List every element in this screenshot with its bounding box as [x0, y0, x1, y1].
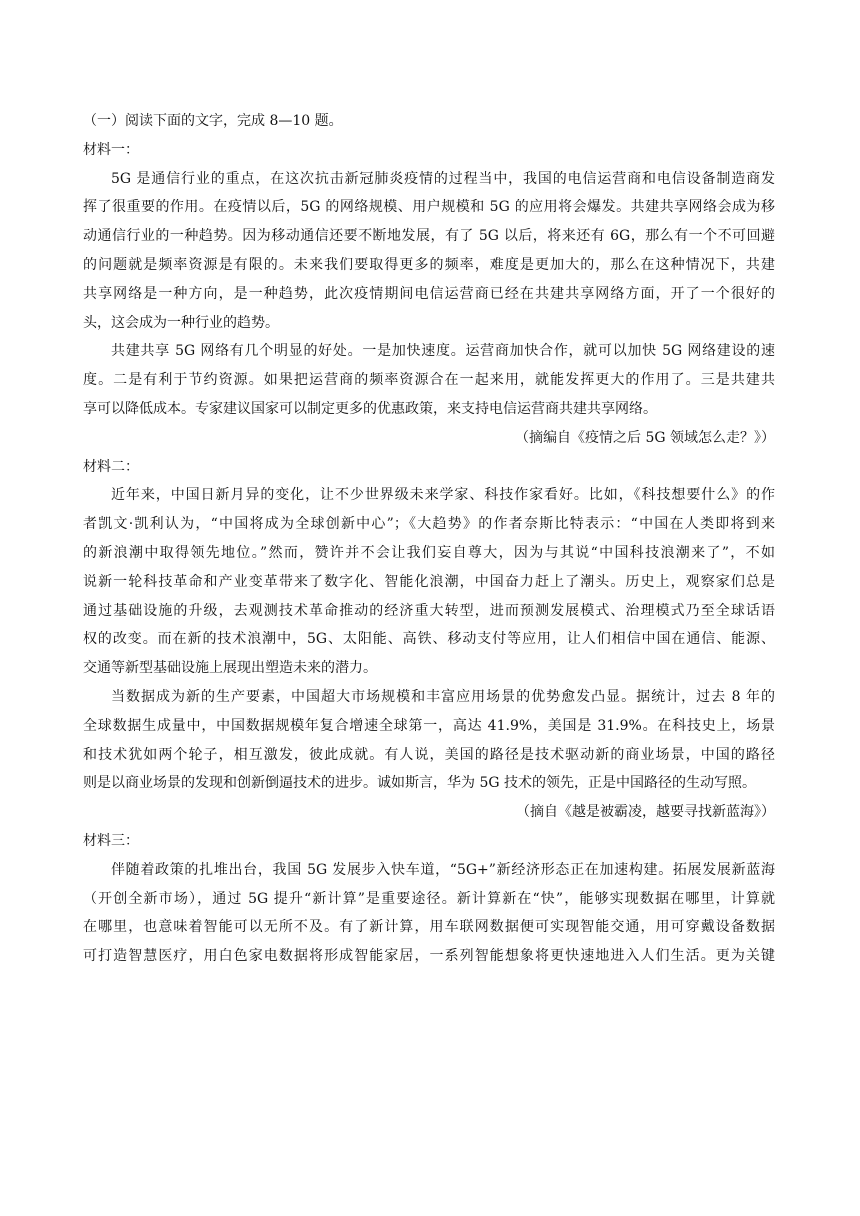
paragraph-line: 共建共享 5G 网络有几个明显的好处。一是加快速度。运营商加快合作，就可以加快 5G 网络建设的速: [111, 343, 775, 360]
section-heading: （一）阅读下面的文字，完成 8—10 题。: [83, 113, 343, 129]
source-citation: （摘自《越是被霸凌，越要寻找新蓝海》）: [516, 804, 775, 821]
paragraph-line: 可打造智慧医疗，用白色家电数据将形成智能家居，一系列智能想象将更快速地进入人们生活。更为关键: [83, 948, 775, 965]
paragraph-line: 则是以商业场景的发现和创新倒逼技术的进步。诚如斯言，华为 5G 技术的领先，正是中国路径的生动写照。: [83, 775, 756, 792]
paragraph-line: 伴随着政策的扎堆出台，我国 5G 发展步入快车道，“5G+”新经济形态正在加速构建。拓展发展新蓝海: [111, 861, 775, 878]
paragraph-line: 和技术犹如两个轮子，相互激发，彼此成就。有人说，美国的路径是技术驱动新的商业场景，中国的路径: [83, 746, 775, 763]
paragraph-line: 交通等新型基础设施上展现出塑造未来的潜力。: [83, 660, 377, 677]
document-page: [83, 107, 775, 971]
material-title: 材料三：: [83, 832, 139, 849]
paragraph-line: 全球数据生成量中，中国数据规模年复合增速全球第一，高达 41.9%，美国是 31.9%。在科技史上，场景: [83, 717, 775, 734]
paragraph-line: 者凯文·凯利认为，“中国将成为全球创新中心”；《大趋势》的作者奈斯比特表示：“中国在人类即将到来: [83, 516, 775, 533]
paragraph-line: 在哪里，也意味着智能可以无所不及。有了新计算，用车联网数据便可实现智能交通，用可穿戴设备数据: [83, 919, 775, 936]
paragraph-line: 说新一轮科技革命和产业变革带来了数字化、智能化浪潮，中国奋力赶上了潮头。历史上，观察家们总是: [83, 573, 775, 590]
paragraph-line: 动通信行业的一种趋势。因为移动通信还要不断地发展，有了 5G 以后，将来还有 6G，那么有一个不可回避: [83, 228, 775, 245]
paragraph-line: 近年来，中国日新月异的变化，让不少世界级未来学家、科技作家看好。比如，《科技想要什么》的作: [111, 487, 775, 504]
paragraph-line: 头，这会成为一种行业的趋势。: [83, 314, 279, 331]
source-citation: （摘编自《疫情之后 5G 领域怎么走？》）: [515, 429, 775, 446]
material-title: 材料二：: [83, 458, 139, 475]
paragraph-line: 当数据成为新的生产要素，中国超大市场规模和丰富应用场景的优势愈发凸显。据统计，过去 8 年的: [111, 688, 775, 705]
paragraph-line: 挥了很重要的作用。在疫情以后，5G 的网络规模、用户规模和 5G 的应用将会爆发。共建共享网络会成为移: [83, 199, 775, 216]
paragraph-line: 度。二是有利于节约资源。如果把运营商的频率资源合在一起来用，就能发挥更大的作用了。三是共建共: [83, 372, 775, 389]
paragraph-line: 享可以降低成本。专家建议国家可以制定更多的优惠政策，来支持电信运营商共建共享网络。: [83, 400, 657, 417]
paragraph-line: 的新浪潮中取得领先地位。”然而，赞许并不会让我们妄自尊大，因为与其说“中国科技浪潮来了”，不如: [83, 544, 775, 561]
paragraph-line: 权的改变。而在新的技术浪潮中，5G、太阳能、高铁、移动支付等应用，让人们相信中国在通信、能源、: [83, 631, 775, 648]
material-title: 材料一：: [83, 141, 139, 158]
paragraph-line: （开创全新市场），通过 5G 提升“新计算”是重要途径。新计算新在“快”，能够实现数据在哪里，计算就: [83, 890, 775, 907]
paragraph-line: 的问题就是频率资源是有限的。未来我们要取得更多的频率，难度是更加大的，那么在这种情况下，共建: [83, 256, 775, 273]
paragraph-line: 通过基础设施的升级，去观测技术革命推动的经济重大转型，进而预测发展模式、治理模式乃至全球话语: [83, 602, 775, 619]
paragraph-line: 共享网络是一种方向，是一种趋势，此次疫情期间电信运营商已经在共建共享网络方面，开了一个很好的: [83, 285, 775, 302]
paragraph-line: 5G 是通信行业的重点，在这次抗击新冠肺炎疫情的过程当中，我国的电信运营商和电信设备制造商发: [111, 170, 775, 187]
